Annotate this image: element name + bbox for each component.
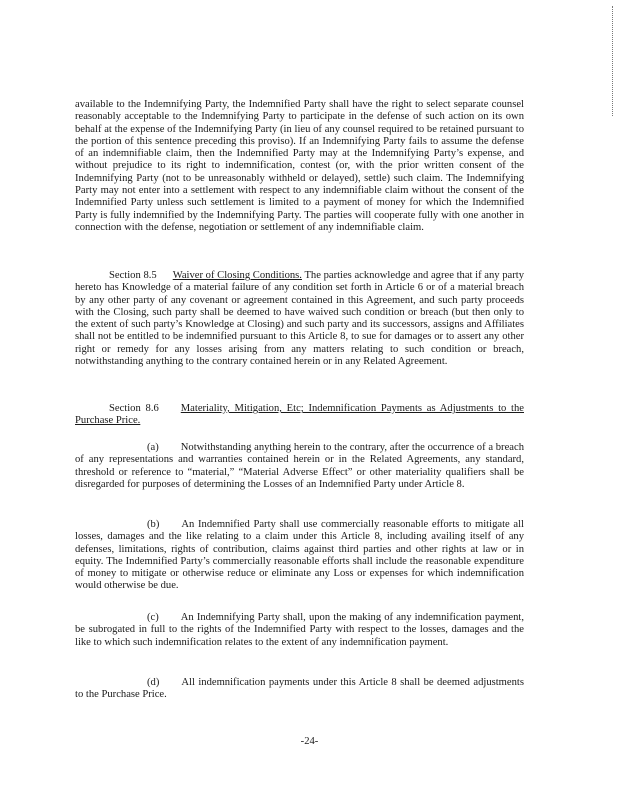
- subsection-a-label: (a): [147, 442, 159, 453]
- section-8-5-body: The parties acknowledge and agree that if any party hereto has Knowledge of a material failure of any condition set forth in Article 6 or of a material breach by any other party of any covenant or agreement contained in this Agreement, and such party proceeds with the Closing, such party shall be deemed to have waived such condition or breach (but then only to the extent of such party’s Knowledge at Closing) and such party and its successors, assigns and Affiliates shall not be entitled to be indemnified pursuant to this Article 8, to sue for damages or to assert any other right or remedy for any losses arising from any matters relating to such condition or breach, notwithstanding anything to the contrary contained herein or in any Related Agreement.: [75, 270, 524, 368]
- section-8-5-heading: Waiver of Closing Conditions.: [172, 270, 302, 281]
- section-8-6-heading-paragraph: [75, 403, 524, 428]
- section-8-5-paragraph: [75, 270, 524, 368]
- subsection-c-text: An Indemnifying Party shall, upon the making of any indemnification payment, be subrogated in full to the rights of the Indemnified Party with respect to the losses, damages and the like to which such indemnification relates to the extent of any indemnification payment.: [75, 612, 524, 648]
- subsection-d-label: (d): [147, 677, 160, 688]
- page-number: -24-: [300, 736, 319, 747]
- subsection-a-text: Notwithstanding anything herein to the contrary, after the occurrence of a breach of any representations and warranties contained herein or in the Related Agreements, any standard, threshold or reference to “material,” “Material Adverse Effect” or other materiality qualifiers shall be disregarded for purposes of determining the Losses of an Indemnified Party under Article 8.: [75, 442, 524, 490]
- subsection-b: [75, 519, 524, 593]
- subsection-c-label: (c): [147, 612, 159, 623]
- subsection-d: [75, 677, 524, 702]
- subsection-c: [75, 612, 524, 649]
- section-8-5-number: Section 8.5: [109, 270, 157, 281]
- section-8-6-heading: Materiality, Mitigation, Etc; Indemnification Payments as Adjustments to the Purchase Price.: [75, 403, 524, 427]
- subsection-d-text: All indemnification payments under this Article 8 shall be deemed adjustments to the Purchase Price.: [75, 677, 524, 701]
- section-8-6-number: Section 8.6: [109, 403, 159, 414]
- scan-edge-marks: [610, 6, 613, 116]
- subsection-a: [75, 442, 524, 491]
- subsection-b-text: An Indemnified Party shall use commercially reasonable efforts to mitigate all losses, damages and the like relating to a claim under this Article 8, including availing itself of any defenses, limitations, rights of contribution, claims against third parties and other rights at law or in equity. The Indemnified Party’s commercially reasonable efforts shall include the reasonable expenditure of money to mitigate or otherwise reduce or eliminate any Loss or expenses for which indemnification would otherwise be due.: [75, 519, 524, 592]
- paragraph-continuation: available to the Indemnifying Party, the Indemnified Party shall have the right to select separate counsel reasonably acceptable to the Indemnifying Party to participate in the defense of such action on its own behalf at the expense of the Indemnifying Party (in lieu of any counsel required to be retained pursuant to the portion of this sentence preceding this proviso). If an Indemnifying Party fails to assume the defense of an indemnifiable claim, then the Indemnified Party may at the Indemnifying Party’s expense, and without prejudice to its right to indemnification, contest (or, with the prior written consent of the Indemnifying Party (not to be unreasonably withheld or delayed), settle) such claim. The Indemnifying Party may not enter into a settlement with respect to any indemnifiable claim without the consent of the Indemnified Party unless such settlement is limited to a payment of money for which the Indemnified Party is fully indemnified by the Indemnifying Party. The parties will cooperate fully with one another in connection with the defense, negotiation or settlement of any indemnifiable claim.: [75, 99, 524, 233]
- subsection-b-label: (b): [147, 519, 160, 530]
